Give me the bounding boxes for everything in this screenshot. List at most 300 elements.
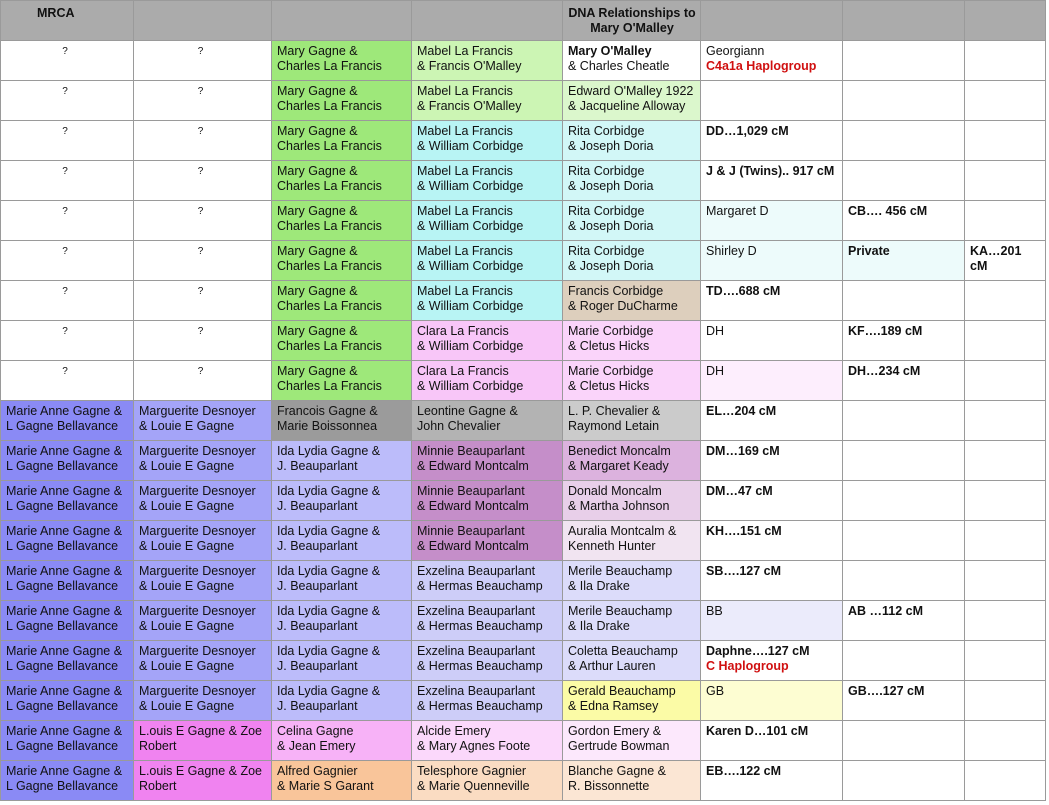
cell-line-1: ? — [62, 126, 68, 137]
table-row — [1, 161, 1046, 201]
table-cell[interactable] — [563, 41, 701, 81]
cell-line-2: & Edward Montcalm — [417, 539, 529, 553]
table-cell[interactable] — [563, 561, 701, 601]
table-cell[interactable] — [965, 361, 1046, 401]
table-cell[interactable] — [843, 481, 965, 521]
table-cell[interactable] — [272, 561, 412, 601]
table-cell[interactable] — [701, 121, 843, 161]
cell-line-1: Exzelina Beauparlant — [417, 564, 536, 578]
table-cell[interactable] — [843, 201, 965, 241]
cell-line-1: Telesphore Gagnier — [417, 764, 527, 778]
table-cell[interactable] — [965, 601, 1046, 641]
cell-line-2: Charles La Francis — [277, 259, 382, 273]
cell-line-1: Ida Lydia Gagne & — [277, 564, 381, 578]
table-cell[interactable] — [1, 601, 134, 641]
cell-line-2: J. Beauparlant — [277, 539, 358, 553]
cell-line-1: Marie Anne Gagne & — [6, 404, 123, 418]
table-cell[interactable] — [134, 361, 272, 401]
table-cell[interactable] — [843, 441, 965, 481]
table-cell[interactable] — [843, 361, 965, 401]
table-cell[interactable] — [701, 361, 843, 401]
header-cell-2[interactable] — [134, 1, 272, 41]
table-cell[interactable] — [134, 121, 272, 161]
cell-line-2: & Hermas Beauchamp — [417, 659, 543, 673]
table-row — [1, 721, 1046, 761]
cell-line-1: Marie Anne Gagne & — [6, 684, 123, 698]
cell-line-2: & Edna Ramsey — [568, 699, 659, 713]
cell-line-1: ? — [62, 206, 68, 217]
cell-line-2: J. Beauparlant — [277, 499, 358, 513]
table-cell[interactable] — [843, 761, 965, 801]
cell-line-1: DM…169 cM — [706, 444, 780, 458]
cell-line-2: & Margaret Keady — [568, 459, 669, 473]
table-cell[interactable] — [134, 241, 272, 281]
table-cell[interactable] — [701, 521, 843, 561]
table-cell[interactable] — [412, 361, 563, 401]
table-cell[interactable] — [1, 561, 134, 601]
cell-line-2: & Louie E Gagne — [139, 619, 235, 633]
table-cell[interactable] — [134, 401, 272, 441]
cell-line-1: Mary Gagne & — [277, 204, 358, 218]
table-cell[interactable] — [134, 481, 272, 521]
cell-line-1: Marie Anne Gagne & — [6, 564, 123, 578]
table-cell[interactable] — [965, 241, 1046, 281]
cell-line-1: Shirley D — [706, 244, 757, 258]
table-cell[interactable] — [843, 401, 965, 441]
cell-line-1: Ida Lydia Gagne & — [277, 684, 381, 698]
cell-line-1: Francois Gagne & — [277, 404, 378, 418]
table-cell[interactable] — [1, 201, 134, 241]
table-cell[interactable] — [843, 161, 965, 201]
table-cell[interactable] — [563, 521, 701, 561]
table-cell[interactable] — [563, 321, 701, 361]
cell-line-2: & Louie E Gagne — [139, 419, 235, 433]
table-cell[interactable] — [843, 281, 965, 321]
cell-line-2: & William Corbidge — [417, 259, 524, 273]
cell-line-1: Mary O'Malley — [568, 44, 652, 58]
table-cell[interactable] — [412, 41, 563, 81]
table-cell[interactable] — [272, 601, 412, 641]
cell-line-2: & Edward Montcalm — [417, 459, 529, 473]
cell-line-1: Minnie Beauparlant — [417, 524, 525, 538]
table-cell[interactable] — [563, 281, 701, 321]
table-row — [1, 201, 1046, 241]
cell-line-1: Clara La Francis — [417, 364, 509, 378]
cell-line-1: Merile Beauchamp — [568, 564, 673, 578]
cell-line-1: Marie Corbidge — [568, 324, 654, 338]
cell-line-1: Auralia Montcalm & — [568, 524, 677, 538]
table-cell[interactable] — [563, 721, 701, 761]
cell-line-2: & William Corbidge — [417, 139, 524, 153]
table-cell[interactable] — [272, 441, 412, 481]
cell-line-2: & Louie E Gagne — [139, 659, 235, 673]
table-cell[interactable] — [965, 481, 1046, 521]
cell-line-2: J. Beauparlant — [277, 579, 358, 593]
cell-line-2: & William Corbidge — [417, 339, 524, 353]
table-cell[interactable] — [272, 721, 412, 761]
cell-line-1: GB — [706, 684, 725, 698]
table-cell[interactable] — [965, 41, 1046, 81]
cell-line-1: Mary Gagne & — [277, 84, 358, 98]
table-cell[interactable] — [272, 41, 412, 81]
table-cell[interactable] — [965, 401, 1046, 441]
cell-line-2: & Cletus Hicks — [568, 379, 650, 393]
cell-line-1: ? — [62, 326, 68, 337]
cell-line-1: Benedict Moncalm — [568, 444, 671, 458]
cell-line-1: Mary Gagne & — [277, 244, 358, 258]
cell-line-2: & Jean Emery — [277, 739, 356, 753]
cell-line-1: Mary Gagne & — [277, 284, 358, 298]
cell-line-2: & William Corbidge — [417, 179, 524, 193]
table-cell[interactable] — [843, 321, 965, 361]
table-cell[interactable] — [701, 721, 843, 761]
table-cell[interactable] — [563, 81, 701, 121]
table-cell[interactable] — [563, 641, 701, 681]
cell-line-1: Ida Lydia Gagne & — [277, 604, 381, 618]
table-cell[interactable] — [272, 81, 412, 121]
table-cell[interactable] — [563, 161, 701, 201]
table-cell[interactable] — [701, 601, 843, 641]
table-cell[interactable] — [134, 441, 272, 481]
table-cell[interactable] — [134, 641, 272, 681]
table-cell[interactable] — [965, 321, 1046, 361]
table-cell[interactable] — [412, 721, 563, 761]
cell-line-1: ? — [62, 246, 68, 257]
table-cell[interactable] — [1, 281, 134, 321]
table-cell[interactable] — [134, 41, 272, 81]
table-cell[interactable] — [272, 361, 412, 401]
cell-line-1: Francis Corbidge — [568, 284, 664, 298]
table-cell[interactable] — [701, 41, 843, 81]
table-cell[interactable] — [965, 521, 1046, 561]
cell-line-1: Mabel La Francis — [417, 44, 513, 58]
cell-line-2: Kenneth Hunter — [568, 539, 656, 553]
cell-line-2: Charles La Francis — [277, 299, 382, 313]
cell-line-2: L Gagne Bellavance — [6, 779, 119, 793]
header-cell-4[interactable] — [412, 1, 563, 41]
table-row — [1, 401, 1046, 441]
table-cell[interactable] — [701, 241, 843, 281]
cell-line-2: & Louie E Gagne — [139, 499, 235, 513]
table-cell[interactable] — [965, 441, 1046, 481]
cell-line-1: Marie Anne Gagne & — [6, 604, 123, 618]
table-cell[interactable] — [1, 721, 134, 761]
table-cell[interactable] — [134, 281, 272, 321]
cell-line-1: ? — [197, 46, 204, 57]
table-cell[interactable] — [563, 601, 701, 641]
table-cell[interactable] — [272, 761, 412, 801]
cell-line-2: & Joseph Doria — [568, 139, 654, 153]
cell-line-2: L Gagne Bellavance — [6, 579, 119, 593]
table-cell[interactable] — [843, 681, 965, 721]
table-cell[interactable] — [412, 161, 563, 201]
table-cell[interactable] — [701, 641, 843, 681]
cell-line-2: & Edward Montcalm — [417, 499, 529, 513]
table-cell[interactable] — [412, 641, 563, 681]
table-cell[interactable] — [965, 761, 1046, 801]
cell-line-2: Gertrude Bowman — [568, 739, 670, 753]
table-cell[interactable] — [272, 521, 412, 561]
cell-line-1: BB — [706, 604, 723, 618]
header-cell-7[interactable] — [843, 1, 965, 41]
table-cell[interactable] — [272, 321, 412, 361]
table-cell[interactable] — [272, 281, 412, 321]
table-cell[interactable] — [563, 681, 701, 721]
cell-line-1: EL…204 cM — [706, 404, 777, 418]
table-cell[interactable] — [134, 201, 272, 241]
cell-line-1: Mabel La Francis — [417, 244, 513, 258]
table-cell[interactable] — [965, 281, 1046, 321]
table-cell[interactable] — [843, 721, 965, 761]
cell-line-1: Marguerite Desnoyer — [139, 404, 256, 418]
cell-line-1: Mary Gagne & — [277, 44, 358, 58]
cell-line-1: Exzelina Beauparlant — [417, 644, 536, 658]
table-cell[interactable] — [965, 561, 1046, 601]
table-cell[interactable] — [272, 161, 412, 201]
cell-line-1: Mabel La Francis — [417, 284, 513, 298]
cell-line-1: Ida Lydia Gagne & — [277, 644, 381, 658]
table-cell[interactable] — [701, 681, 843, 721]
header-cell-3[interactable] — [272, 1, 412, 41]
table-cell[interactable] — [1, 481, 134, 521]
cell-line-1: Rita Corbidge — [568, 164, 645, 178]
table-cell[interactable] — [412, 481, 563, 521]
cell-line-1: DH — [706, 364, 725, 378]
table-cell[interactable] — [412, 601, 563, 641]
cell-line-2: L Gagne Bellavance — [6, 659, 119, 673]
cell-line-1: Mary Gagne & — [277, 324, 358, 338]
cell-line-1: Gerald Beauchamp — [568, 684, 676, 698]
cell-line-2: Charles La Francis — [277, 379, 382, 393]
cell-line-1: Ida Lydia Gagne & — [277, 484, 381, 498]
table-cell[interactable] — [134, 761, 272, 801]
table-cell[interactable] — [412, 521, 563, 561]
cell-line-1: Exzelina Beauparlant — [417, 684, 536, 698]
table-cell[interactable] — [412, 681, 563, 721]
cell-line-2: & William Corbidge — [417, 219, 524, 233]
table-cell[interactable] — [1, 681, 134, 721]
table-cell[interactable] — [1, 441, 134, 481]
cell-line-1: Minnie Beauparlant — [417, 444, 525, 458]
cell-line-1: Mabel La Francis — [417, 204, 513, 218]
table-cell[interactable] — [412, 401, 563, 441]
table-row — [1, 681, 1046, 721]
table-cell[interactable] — [701, 441, 843, 481]
table-row — [1, 561, 1046, 601]
table-cell[interactable] — [412, 241, 563, 281]
table-cell[interactable] — [563, 361, 701, 401]
cell-line-2: & Marie S Garant — [277, 779, 374, 793]
cell-line-2: cM — [970, 259, 988, 273]
cell-line-2: & Louie E Gagne — [139, 579, 235, 593]
cell-line-1: Blanche Gagne & — [568, 764, 666, 778]
table-row — [1, 121, 1046, 161]
table-cell[interactable] — [563, 481, 701, 521]
cell-line-1: Marguerite Desnoyer — [139, 604, 256, 618]
cell-line-2: & Hermas Beauchamp — [417, 579, 543, 593]
table-cell[interactable] — [843, 521, 965, 561]
table-cell[interactable] — [272, 121, 412, 161]
table-cell[interactable] — [412, 121, 563, 161]
cell-line-2: J. Beauparlant — [277, 659, 358, 673]
cell-line-2: & Joseph Doria — [568, 259, 654, 273]
table-cell[interactable] — [412, 561, 563, 601]
cell-line-2: Charles La Francis — [277, 219, 382, 233]
cell-line-2: & Ila Drake — [568, 619, 630, 633]
table-cell[interactable] — [1, 241, 134, 281]
table-cell[interactable] — [563, 241, 701, 281]
table-cell[interactable] — [412, 201, 563, 241]
table-cell[interactable] — [843, 641, 965, 681]
cell-line-1: Ida Lydia Gagne & — [277, 524, 381, 538]
cell-line-2: J. Beauparlant — [277, 459, 358, 473]
table-cell[interactable] — [134, 521, 272, 561]
table-cell[interactable] — [1, 321, 134, 361]
cell-line-2: & Louie E Gagne — [139, 459, 235, 473]
header-cell-dna-relationships[interactable]: DNA Relationships to Mary O'Malley — [563, 1, 701, 41]
cell-line-1: Marie Anne Gagne & — [6, 724, 123, 738]
cell-line-1: Marie Anne Gagne & — [6, 444, 123, 458]
header-cell-mrca[interactable]: MRCA — [1, 1, 134, 41]
table-cell[interactable] — [843, 81, 965, 121]
cell-line-2: John Chevalier — [417, 419, 501, 433]
table-cell[interactable] — [134, 161, 272, 201]
table-cell[interactable] — [134, 721, 272, 761]
cell-line-1: Marguerite Desnoyer — [139, 444, 256, 458]
table-cell[interactable] — [272, 681, 412, 721]
table-cell[interactable] — [701, 281, 843, 321]
table-cell[interactable] — [563, 121, 701, 161]
table-cell[interactable] — [1, 361, 134, 401]
table-cell[interactable] — [701, 401, 843, 441]
table-cell[interactable] — [965, 641, 1046, 681]
cell-line-2: & Charles Cheatle — [568, 59, 670, 73]
cell-line-2: & Louie E Gagne — [139, 539, 235, 553]
cell-line-1: Alfred Gagnier — [277, 764, 358, 778]
header-cell-8[interactable] — [965, 1, 1046, 41]
table-cell[interactable] — [1, 81, 134, 121]
table-cell[interactable] — [134, 561, 272, 601]
cell-line-1: AB …112 cM — [848, 604, 924, 618]
table-cell[interactable] — [272, 201, 412, 241]
table-cell[interactable] — [701, 201, 843, 241]
cell-line-2: L Gagne Bellavance — [6, 499, 119, 513]
table-cell[interactable] — [965, 681, 1046, 721]
table-row — [1, 761, 1046, 801]
cell-line-2: Charles La Francis — [277, 339, 382, 353]
cell-line-1: KH….151 cM — [706, 524, 782, 538]
cell-line-2: Charles La Francis — [277, 139, 382, 153]
cell-line-1: DD…1,029 cM — [706, 124, 789, 138]
cell-line-2: L Gagne Bellavance — [6, 739, 119, 753]
table-cell[interactable] — [1, 41, 134, 81]
table-cell[interactable] — [843, 121, 965, 161]
table-cell[interactable] — [1, 121, 134, 161]
cell-line-1: Coletta Beauchamp — [568, 644, 678, 658]
table-cell[interactable] — [272, 481, 412, 521]
cell-line-1: Margaret D — [706, 204, 769, 218]
table-cell[interactable] — [701, 161, 843, 201]
table-cell[interactable] — [965, 81, 1046, 121]
table-cell[interactable] — [563, 441, 701, 481]
cell-line-1: Daphne….127 cM — [706, 644, 810, 658]
cell-line-1: ? — [62, 366, 68, 377]
table-cell[interactable] — [965, 121, 1046, 161]
table-cell[interactable] — [843, 241, 965, 281]
cell-line-2: & Ila Drake — [568, 579, 630, 593]
table-cell[interactable] — [1, 761, 134, 801]
cell-line-2: & Marie Quenneville — [417, 779, 530, 793]
table-cell[interactable] — [1, 401, 134, 441]
cell-line-1: Ida Lydia Gagne & — [277, 444, 381, 458]
table-cell[interactable] — [965, 161, 1046, 201]
cell-line-1: Rita Corbidge — [568, 244, 645, 258]
table-cell[interactable] — [563, 401, 701, 441]
header-cell-6[interactable] — [701, 1, 843, 41]
table-cell[interactable] — [412, 761, 563, 801]
table-cell[interactable] — [701, 761, 843, 801]
table-cell[interactable] — [1, 521, 134, 561]
cell-line-2: & Francis O'Malley — [417, 99, 522, 113]
cell-line-1: Marguerite Desnoyer — [139, 564, 256, 578]
table-cell[interactable] — [965, 721, 1046, 761]
cell-line-1: TD….688 cM — [706, 284, 781, 298]
table-cell[interactable] — [272, 401, 412, 441]
cell-line-1: Exzelina Beauparlant — [417, 604, 536, 618]
table-cell[interactable] — [701, 81, 843, 121]
cell-line-1: Minnie Beauparlant — [417, 484, 525, 498]
cell-line-1: ? — [62, 46, 68, 57]
table-cell[interactable] — [563, 761, 701, 801]
table-cell[interactable] — [412, 281, 563, 321]
cell-line-1: Mabel La Francis — [417, 164, 513, 178]
cell-line-1: Marguerite Desnoyer — [139, 484, 256, 498]
table-cell[interactable] — [843, 561, 965, 601]
table-cell[interactable] — [272, 641, 412, 681]
table-cell[interactable] — [134, 681, 272, 721]
cell-line-1: ? — [197, 86, 204, 97]
table-cell[interactable] — [843, 601, 965, 641]
cell-line-1: Marie Anne Gagne & — [6, 524, 123, 538]
cell-line-2: & Arthur Lauren — [568, 659, 656, 673]
cell-line-1: ? — [197, 206, 204, 217]
table-cell[interactable] — [412, 321, 563, 361]
cell-line-1: ? — [197, 246, 204, 257]
table-cell[interactable] — [1, 641, 134, 681]
cell-line-1: L.ouis E Gagne & Zoe — [139, 724, 262, 738]
table-cell[interactable] — [701, 561, 843, 601]
table-cell[interactable] — [843, 41, 965, 81]
table-cell[interactable] — [965, 201, 1046, 241]
table-cell[interactable] — [412, 81, 563, 121]
cell-line-1: ? — [197, 166, 204, 177]
table-cell[interactable] — [563, 201, 701, 241]
cell-line-1: Marguerite Desnoyer — [139, 644, 256, 658]
table-cell[interactable] — [701, 321, 843, 361]
table-row — [1, 481, 1046, 521]
table-cell[interactable] — [272, 241, 412, 281]
table-cell[interactable] — [134, 81, 272, 121]
cell-line-1: Mary Gagne & — [277, 124, 358, 138]
table-row — [1, 241, 1046, 281]
table-cell[interactable] — [412, 441, 563, 481]
table-cell[interactable] — [1, 161, 134, 201]
cell-line-1: DH…234 cM — [848, 364, 921, 378]
table-cell[interactable] — [134, 601, 272, 641]
table-row — [1, 361, 1046, 401]
table-cell[interactable] — [701, 481, 843, 521]
table-cell[interactable] — [134, 321, 272, 361]
